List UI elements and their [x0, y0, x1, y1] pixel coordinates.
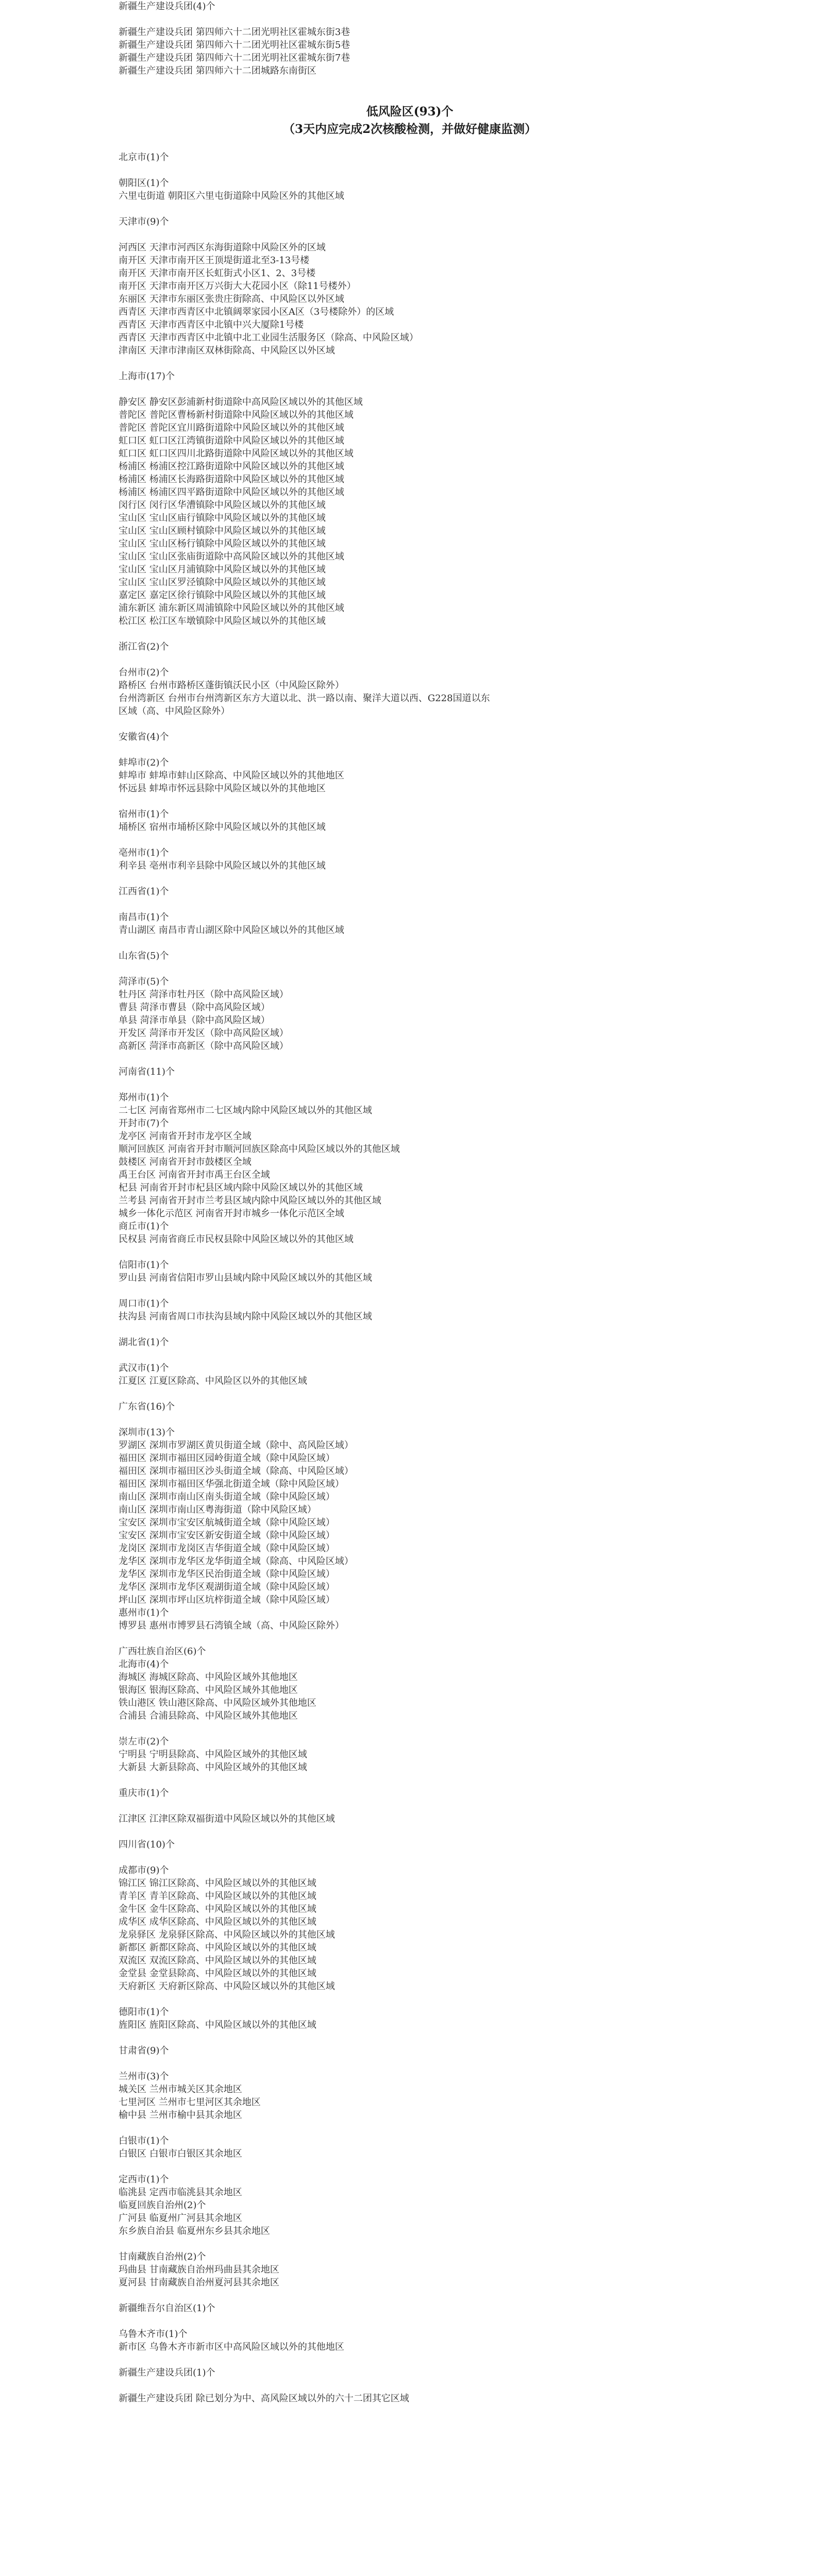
text-line: 西青区 天津市西青区中北镇中北工业园生活服务区（除高、中风险区域） — [119, 332, 419, 343]
text-line: 广河县 临夏州广河县其余地区 — [119, 2213, 242, 2224]
text-line: 宝安区 深圳市宝安区航城街道全域（除中风险区域） — [119, 1517, 335, 1528]
text-line: 新疆生产建设兵团 第四师六十二团光明社区霍城东街3巷 — [119, 27, 350, 38]
blank-line — [119, 2238, 701, 2250]
text-line: 台州市(2)个 — [119, 667, 169, 678]
text-line: 南开区 天津市南开区万兴街大大花园小区（除11号楼外） — [119, 281, 356, 292]
text-line: 闵行区 闵行区华漕镇除中风险区域以外的其他区域 — [119, 500, 326, 511]
text-line: 新疆生产建设兵团(1)个 — [119, 2367, 215, 2378]
text-line: 杨浦区 杨浦区四平路街道除中风险区域以外的其他区域 — [119, 487, 344, 498]
text-line: 台州湾新区 台州市台州湾新区东方大道以北、洪一路以南、聚洋大道以西、G228国道以东 — [119, 693, 490, 704]
blank-line — [119, 653, 701, 666]
text-line: 新都区 新都区除高、中风险区域以外的其他区域 — [119, 1942, 316, 1953]
text-line: 乌鲁木齐市(1)个 — [119, 2329, 188, 2340]
text-line: 兰考县 河南省开封市兰考县区域内除中风险区域以外的其他区域 — [119, 1195, 381, 1206]
blank-line — [119, 1800, 701, 1812]
text-line: 锦江区 锦江区除高、中风险区域以外的其他区域 — [119, 1878, 316, 1889]
text-line: 白银市(1)个 — [119, 2136, 169, 2146]
text-line: 开封市(7)个 — [119, 1118, 169, 1129]
text-line: 重庆市(1)个 — [119, 1788, 169, 1799]
text-line: 临洮县 定西市临洮县其余地区 — [119, 2187, 242, 2198]
text-line: 宝山区 宝山区张庙街道除中高风险区域以外的其他区域 — [119, 551, 344, 562]
document-body — [119, 0, 701, 2405]
text-line: 东丽区 天津市东丽区张贵庄街除高、中风险区以外区域 — [119, 294, 344, 304]
text-line: 南开区 天津市南开区王顶堤街道北至3-13号楼 — [119, 255, 310, 266]
text-line: 合浦县 合浦县除高、中风险区域外其他地区 — [119, 1710, 298, 1721]
text-line: 西青区 天津市西青区中北镇阔翠家园小区A区（3号楼除外）的区域 — [119, 307, 394, 317]
text-line: 海城区 海城区除高、中风险区域外其他地区 — [119, 1672, 298, 1683]
blank-line — [119, 383, 701, 396]
text-line: 河南省(11)个 — [119, 1066, 175, 1077]
blank-line — [119, 1722, 701, 1735]
text-line: 德阳市(1)个 — [119, 2007, 169, 2018]
text-line: 宝山区 宝山区顾村镇除中风险区域以外的其他区域 — [119, 526, 326, 536]
text-line: 牡丹区 菏泽市牡丹区（除中高风险区域） — [119, 989, 289, 1000]
text-line: 博罗县 惠州市博罗县石湾镇全域（高、中风险区除外） — [119, 1620, 344, 1631]
text-line: 鼓楼区 河南省开封市鼓楼区全域 — [119, 1157, 252, 1167]
text-line: 蚌埠市 蚌埠市蚌山区除高、中风险区域以外的其他地区 — [119, 770, 344, 781]
text-line: 福田区 深圳市福田区园岭街道全域（除中风险区域） — [119, 1453, 335, 1464]
text-line: 铁山港区 铁山港区除高、中风险区域外其他地区 — [119, 1698, 316, 1708]
blank-line — [119, 1323, 701, 1336]
text-line: 朝阳区(1)个 — [119, 178, 169, 189]
text-line: 山东省(5)个 — [119, 951, 169, 961]
blank-line — [119, 795, 701, 808]
blank-line — [119, 77, 701, 90]
text-line: 上海市(17)个 — [119, 371, 175, 382]
text-line: 成华区 成华区除高、中风险区域以外的其他区域 — [119, 1917, 316, 1927]
text-line: 新疆生产建设兵团 第四师六十二团城路东南街区 — [119, 65, 316, 76]
text-line: 津南区 天津市津南区双林街除高、中风险区以外区域 — [119, 345, 335, 356]
blank-line — [119, 2057, 701, 2070]
blank-line — [119, 164, 701, 177]
text-line: 南开区 天津市南开区长虹街式小区1、2、3号楼 — [119, 268, 316, 279]
text-line: 虹口区 虹口区江湾镇街道除中风险区域以外的其他区域 — [119, 435, 344, 446]
text-line: 四川省(10)个 — [119, 1839, 175, 1850]
text-line: 罗山县 河南省信阳市罗山县域内除中风险区域以外的其他区域 — [119, 1273, 372, 1283]
text-line: 城关区 兰州市城关区其余地区 — [119, 2084, 242, 2095]
text-line: 榆中县 兰州市榆中县其余地区 — [119, 2110, 242, 2121]
text-line: 深圳市(13)个 — [119, 1427, 175, 1438]
text-line: 新疆生产建设兵团(4)个 — [119, 1, 215, 12]
text-line: 西青区 天津市西青区中北镇中兴大厦除1号楼 — [119, 319, 304, 330]
text-line: 惠州市(1)个 — [119, 1607, 169, 1618]
blank-line — [119, 1632, 701, 1645]
text-line: 杞县 河南省开封市杞县区域内除中风险区域以外的其他区域 — [119, 1182, 363, 1193]
text-line: 南山区 深圳市南山区粤海街道（除中风险区域） — [119, 1504, 316, 1515]
blank-line — [119, 2353, 701, 2366]
text-line: 怀远县 蚌埠市怀远县除中风险区域以外的其他地区 — [119, 783, 326, 794]
blank-line — [119, 743, 701, 756]
text-line: 蚌埠市(2)个 — [119, 757, 169, 768]
text-line: 江西省(1)个 — [119, 886, 169, 897]
blank-line — [119, 628, 701, 640]
text-line: 郑州市(1)个 — [119, 1092, 169, 1103]
text-line: 普陀区 普陀区曹杨新村街道除中风险区域以外的其他区域 — [119, 410, 354, 420]
text-line: 福田区 深圳市福田区沙头街道全域（除高、中风险区域） — [119, 1466, 354, 1477]
blank-line — [119, 357, 701, 370]
text-line: 广东省(16)个 — [119, 1401, 175, 1412]
section-heading: （3天内应完成2次核酸检测，并做好健康监测） — [282, 122, 537, 136]
blank-line — [119, 937, 701, 950]
blank-line — [119, 90, 701, 103]
text-line: 宝山区 宝山区罗泾镇除中风险区域以外的其他区域 — [119, 577, 326, 588]
text-line: 坪山区 深圳市坪山区坑梓街道全域（除中风险区域） — [119, 1595, 335, 1605]
text-line: 江津区 江津区除双福街道中风险区域以外的其他区域 — [119, 1814, 335, 1824]
text-line: 北京市(1)个 — [119, 152, 169, 163]
text-line: 新疆生产建设兵团 第四师六十二团光明社区霍城东街7巷 — [119, 53, 350, 63]
text-line: 单县 菏泽市单县（除中高风险区域） — [119, 1015, 270, 1026]
blank-line — [119, 1284, 701, 1297]
text-line: 曹县 菏泽市曹县（除中高风险区域） — [119, 1002, 270, 1013]
text-line: 开发区 菏泽市开发区（除中高风险区域） — [119, 1028, 289, 1039]
blank-line — [119, 1387, 701, 1400]
text-line: 定西市(1)个 — [119, 2174, 169, 2185]
text-line: 临夏回族自治州(2)个 — [119, 2200, 206, 2211]
text-line: 新市区 乌鲁木齐市新市区中高风险区域以外的其他地区 — [119, 2342, 344, 2352]
text-line: 民权县 河南省商丘市民权县除中风险区域以外的其他区域 — [119, 1234, 354, 1245]
text-line: 青山湖区 南昌市青山湖区除中风险区域以外的其他区域 — [119, 925, 344, 936]
blank-line — [119, 2315, 701, 2328]
blank-line — [119, 13, 701, 26]
text-line: 顺河回族区 河南省开封市顺河回族区除高中风险区域以外的其他区域 — [119, 1144, 400, 1155]
text-line: 天津市(9)个 — [119, 216, 169, 227]
text-line: 夏河县 甘南藏族自治州夏河县其余地区 — [119, 2277, 279, 2288]
text-line: 二七区 河南省郑州市二七区域内除中风险区域以外的其他区域 — [119, 1105, 372, 1116]
blank-line — [119, 228, 701, 241]
text-line: 兰州市(3)个 — [119, 2071, 169, 2082]
text-line: 宿州市(1)个 — [119, 809, 169, 820]
text-line: 湖北省(1)个 — [119, 1337, 169, 1348]
text-line: 周口市(1)个 — [119, 1298, 169, 1309]
text-line: 松江区 松江区车墩镇除中风险区域以外的其他区域 — [119, 616, 326, 626]
text-line: 罗湖区 深圳市罗湖区黄贝街道全域（除中、高风险区域） — [119, 1440, 354, 1451]
text-line: 嘉定区 嘉定区徐行镇除中风险区域以外的其他区域 — [119, 590, 326, 601]
text-line: 龙华区 深圳市龙华区龙华街道全域（除高、中风险区域） — [119, 1556, 354, 1567]
text-line: 六里屯街道 朝阳区六里屯街道除中风险区外的其他区域 — [119, 191, 344, 201]
blank-line — [119, 1825, 701, 1838]
text-line: 菏泽市(5)个 — [119, 976, 169, 987]
text-line: 亳州市(1)个 — [119, 848, 169, 858]
text-line: 金牛区 金牛区除高、中风险区域以外的其他区域 — [119, 1904, 316, 1914]
text-line: 武汉市(1)个 — [119, 1363, 169, 1374]
text-line: 旌阳区 旌阳区除高、中风险区域以外的其他区域 — [119, 2020, 316, 2030]
text-line: 新疆维吾尔自治区(1)个 — [119, 2303, 215, 2314]
text-line: 龙亭区 河南省开封市龙亭区全域 — [119, 1131, 252, 1142]
text-line: 广西壮族自治区(6)个 — [119, 1646, 206, 1657]
blank-line — [119, 834, 701, 846]
text-line: 宁明县 宁明县除高、中风险区域外的其他区域 — [119, 1749, 307, 1760]
text-line: 玛曲县 甘南藏族自治州玛曲县其余地区 — [119, 2264, 279, 2275]
blank-line — [119, 1246, 701, 1259]
blank-line — [119, 1053, 701, 1065]
text-line: 南山区 深圳市南山区南头街道全域（除中风险区域） — [119, 1492, 335, 1502]
blank-line — [119, 138, 701, 151]
text-line: 双流区 双流区除高、中风险区域以外的其他区域 — [119, 1955, 316, 1966]
text-line: 河西区 天津市河西区东海街道除中风险区外的区域 — [119, 242, 326, 253]
section-heading: 低风险区(93)个 — [366, 105, 454, 118]
text-line: 大新县 大新县除高、中风险区域外的其他区域 — [119, 1762, 307, 1773]
text-line: 虹口区 虹口区四川北路街道除中风险区域以外的其他区域 — [119, 448, 354, 459]
text-line: 浙江省(2)个 — [119, 641, 169, 652]
blank-line — [119, 1993, 701, 2006]
blank-line — [119, 1349, 701, 1362]
text-line: 甘南藏族自治州(2)个 — [119, 2251, 206, 2262]
text-line: 白银区 白银市白银区其余地区 — [119, 2148, 242, 2159]
blank-line — [119, 1078, 701, 1091]
text-line: 宝山区 宝山区庙行镇除中风险区域以外的其他区域 — [119, 513, 326, 523]
text-line: 龙华区 深圳市龙华区观湖街道全域（除中风险区域） — [119, 1582, 335, 1592]
text-line: 埇桥区 宿州市埇桥区除中风险区域以外的其他区域 — [119, 822, 326, 833]
text-line: 路桥区 台州市路桥区蓬街镇沃民小区（中风险区除外） — [119, 680, 344, 691]
text-line: 东乡族自治县 临夏州东乡县其余地区 — [119, 2226, 270, 2236]
text-line: 杨浦区 杨浦区长海路街道除中风险区域以外的其他区域 — [119, 474, 344, 485]
text-line: 商丘市(1)个 — [119, 1221, 169, 1232]
blank-line — [119, 872, 701, 885]
text-line: 江夏区 江夏区除高、中风险区以外的其他区域 — [119, 1376, 307, 1386]
text-line: 七里河区 兰州市七里河区其余地区 — [119, 2097, 261, 2108]
blank-line — [119, 2289, 701, 2302]
text-line: 北海市(4)个 — [119, 1659, 169, 1670]
text-line: 新疆生产建设兵团 第四师六十二团光明社区霍城东街5巷 — [119, 40, 350, 50]
blank-line — [119, 1774, 701, 1787]
text-line: 青羊区 青羊区除高、中风险区域以外的其他区域 — [119, 1891, 316, 1902]
text-line: 南昌市(1)个 — [119, 912, 169, 923]
blank-line — [119, 2379, 701, 2392]
blank-line — [119, 1851, 701, 1864]
text-line: 信阳市(1)个 — [119, 1260, 169, 1270]
text-line: 宝安区 深圳市宝安区新安街道全域（除中风险区域） — [119, 1530, 335, 1541]
text-line: 普陀区 普陀区宜川路街道除中风险区域以外的其他区域 — [119, 422, 344, 433]
blank-line — [119, 718, 701, 731]
text-line: 银海区 银海区除高、中风险区域外其他地区 — [119, 1685, 298, 1696]
text-line: 龙泉驿区 龙泉驿区除高、中风险区域以外的其他区域 — [119, 1929, 335, 1940]
text-line: 金堂县 金堂县除高、中风险区域以外的其他区域 — [119, 1968, 316, 1979]
text-line: 浦东新区 浦东新区周浦镇除中风险区域以外的其他区域 — [119, 603, 344, 614]
text-line: 宝山区 宝山区月浦镇除中风险区域以外的其他区域 — [119, 564, 326, 575]
blank-line — [119, 2031, 701, 2044]
text-line: 区域（高、中风险区除外） — [119, 706, 230, 717]
text-line: 成都市(9)个 — [119, 1865, 169, 1876]
blank-line — [119, 898, 701, 911]
text-line: 利辛县 亳州市利辛县除中风险区域以外的其他区域 — [119, 860, 326, 871]
blank-line — [119, 1413, 701, 1426]
blank-line — [119, 202, 701, 215]
text-line: 天府新区 天府新区除高、中风险区域以外的其他区域 — [119, 1981, 335, 1992]
text-line: 新疆生产建设兵团 除已划分为中、高风险区域以外的六十二团其它区域 — [119, 2393, 409, 2404]
text-line: 崇左市(2)个 — [119, 1736, 169, 1747]
text-line: 宝山区 宝山区杨行镇除中风险区域以外的其他区域 — [119, 538, 326, 549]
text-line: 福田区 深圳市福田区华强北街道全域（除中风险区域） — [119, 1479, 344, 1489]
text-line: 静安区 静安区彭浦新村街道除中高风险区域以外的其他区域 — [119, 397, 363, 408]
text-line: 甘肃省(9)个 — [119, 2045, 169, 2056]
text-line: 城乡一体化示范区 河南省开封市城乡一体化示范区全域 — [119, 1208, 344, 1219]
blank-line — [119, 2160, 701, 2173]
text-line: 禹王台区 河南省开封市禹王台区全域 — [119, 1170, 270, 1180]
blank-line — [119, 2122, 701, 2134]
text-line: 扶沟县 河南省周口市扶沟县域内除中风险区域以外的其他区域 — [119, 1311, 372, 1322]
text-line: 杨浦区 杨浦区控江路街道除中风险区域以外的其他区域 — [119, 461, 344, 472]
text-line: 龙华区 深圳市龙华区民治街道全域（除中风险区域） — [119, 1569, 335, 1580]
blank-line — [119, 962, 701, 975]
text-line: 安徽省(4)个 — [119, 732, 169, 742]
text-line: 高新区 菏泽市高新区（除中高风险区域） — [119, 1041, 289, 1052]
text-line: 龙岗区 深圳市龙岗区吉华街道全域（除中风险区域） — [119, 1543, 335, 1554]
